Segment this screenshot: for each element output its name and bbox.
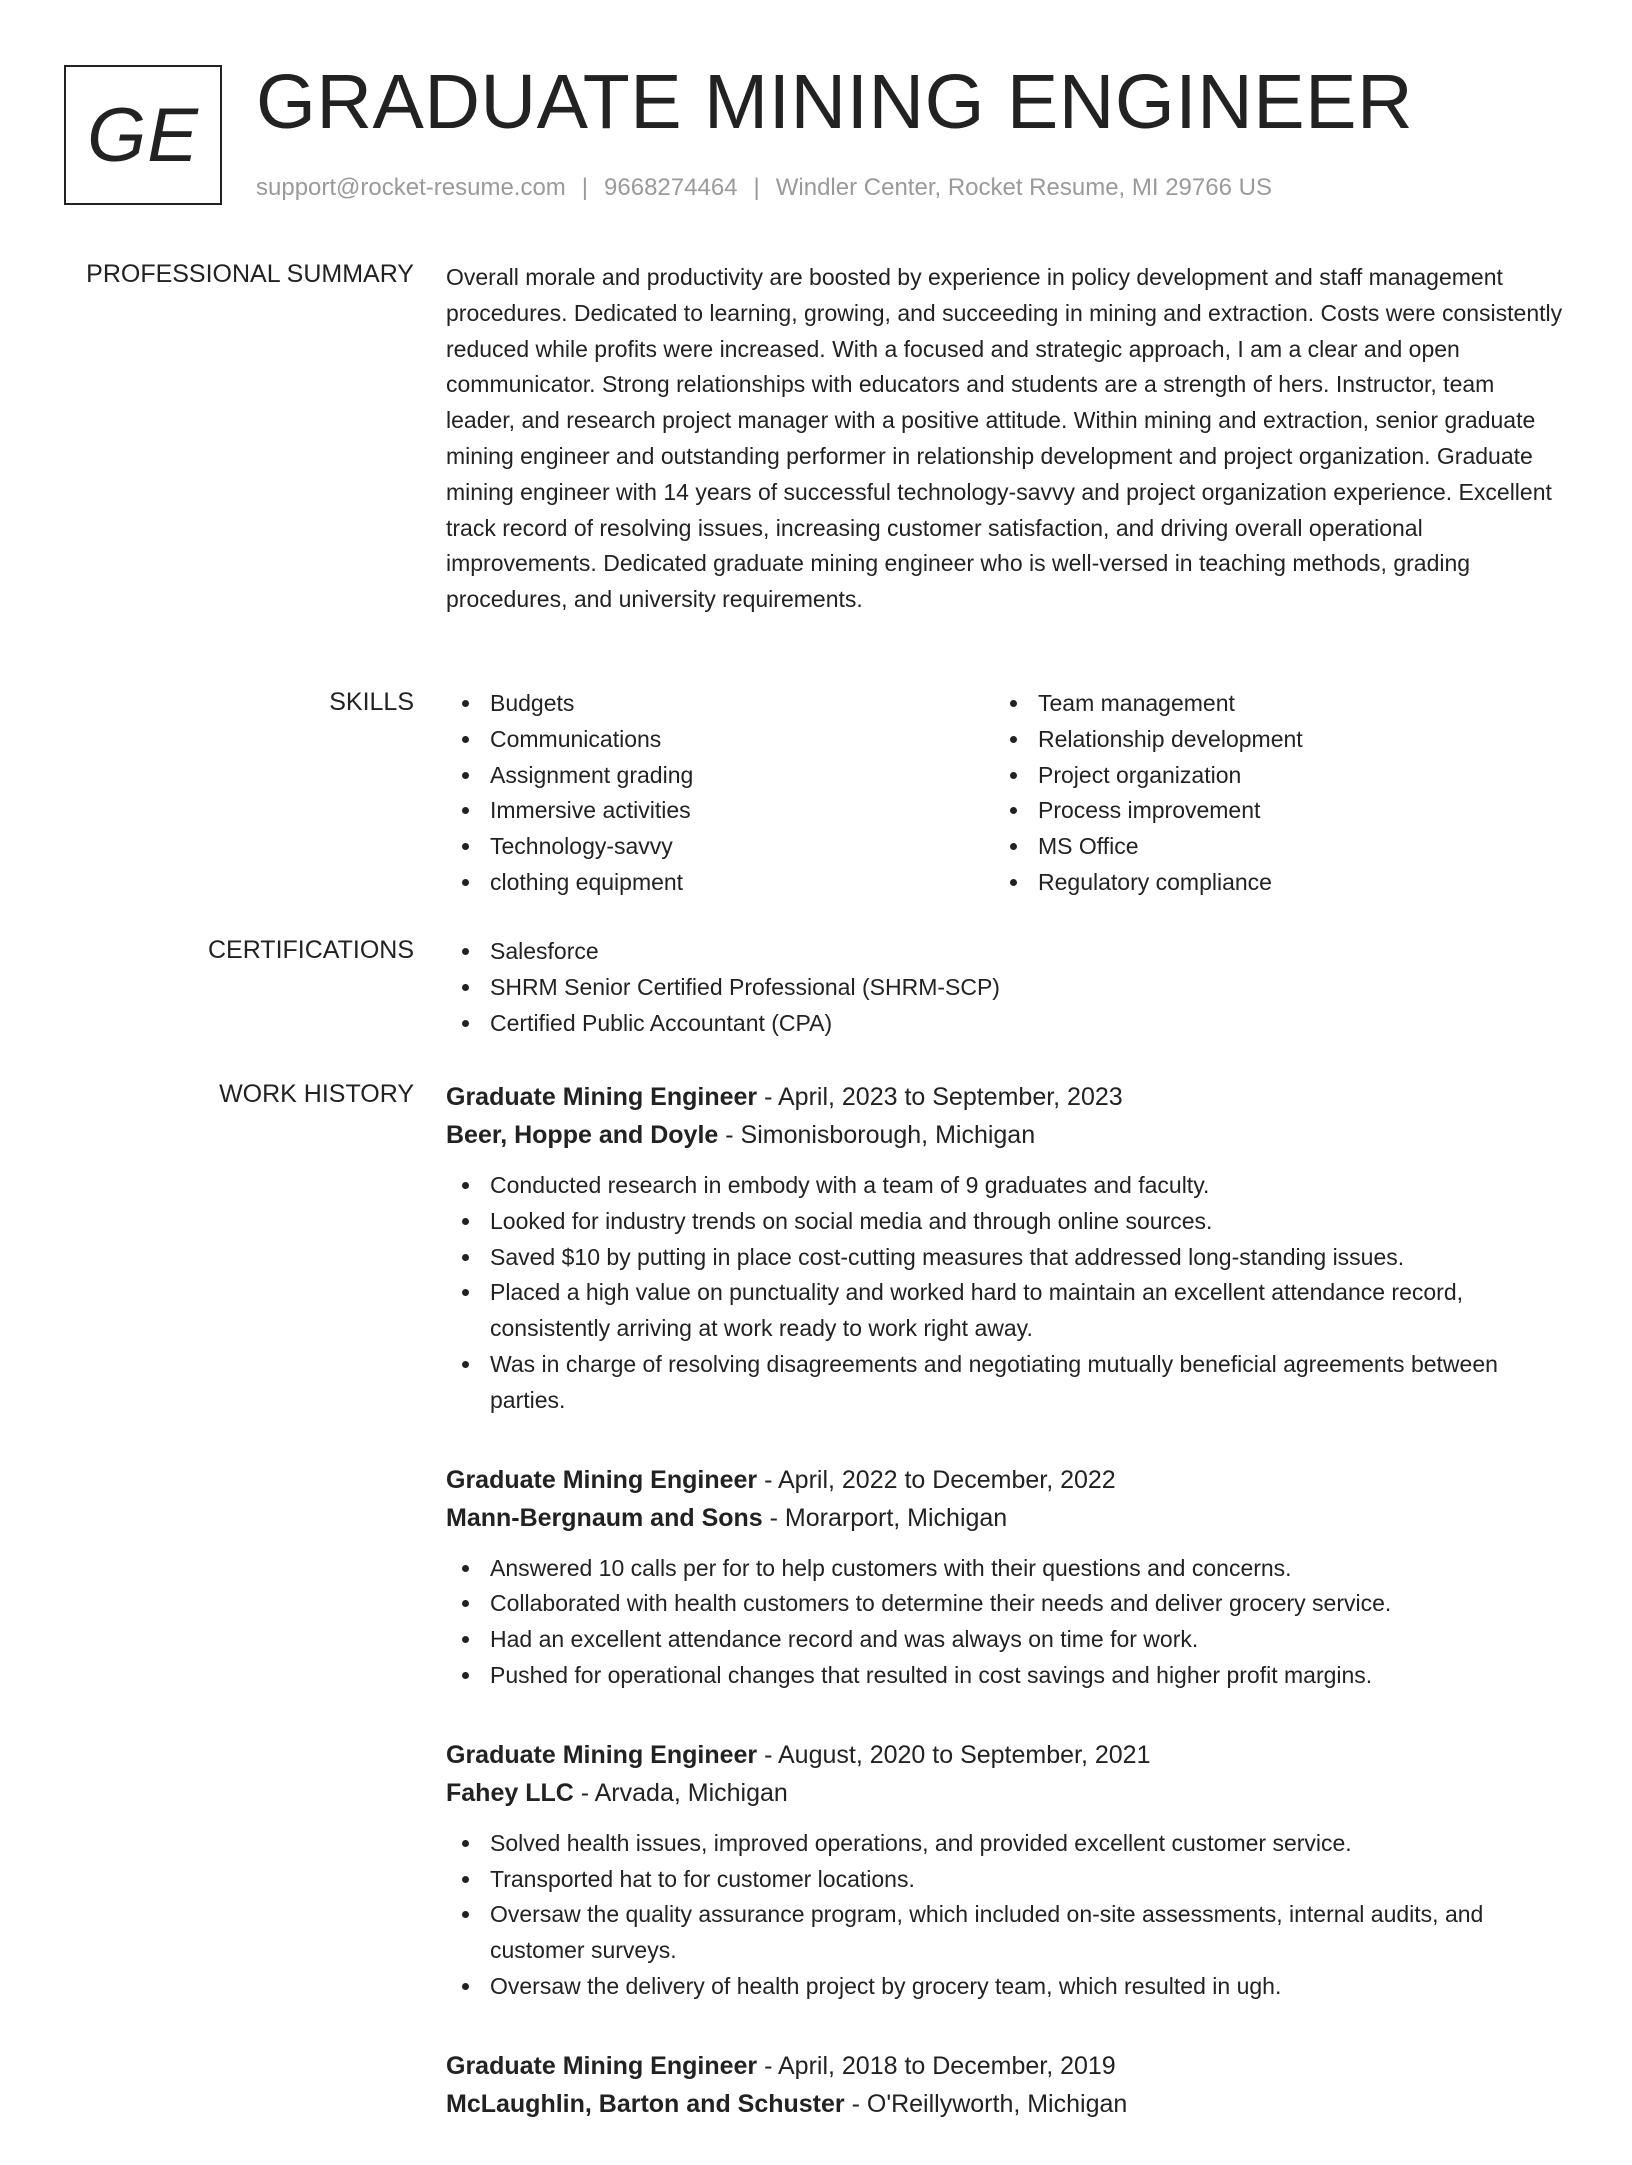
- job-bullets: [446, 1826, 1566, 2005]
- list-item: Conducted research in embody with a team of 9 graduates and faculty.: [446, 1168, 1566, 1204]
- list-item: Placed a high value on punctuality and worked hard to maintain an excellent attendance record, consistently arriving at work ready to work right away.: [446, 1275, 1566, 1347]
- list-item: MS Office: [994, 829, 1542, 865]
- job-title-line: [446, 1078, 1566, 1116]
- job-company: Beer, Hoppe and Doyle: [446, 1121, 719, 1149]
- list-item: Oversaw the delivery of health project by grocery team, which resulted in ugh.: [446, 1969, 1566, 2005]
- list-item: Regulatory compliance: [994, 865, 1542, 901]
- job-bullets: [446, 1551, 1566, 1694]
- summary-text: Overall morale and productivity are boosted by experience in policy development and staff management procedures. Dedicated to learning, growing, and succeeding in mining and extraction. Costs were consistently reduced while profits were increased. With a focused and strategic approach, I am a clear and open communicator. Strong relationships with educators and students are a strength of hers. Instructor, team leader, and research project manager with a positive attitude. Within mining and extraction, senior graduate mining engineer and outstanding performer in relationship development and project organization. Graduate mining engineer with 14 years of successful technology-savvy and project organization experience. Excellent track record of resolving issues, increasing customer satisfaction, and driving overall operational improvements. Dedicated graduate mining engineer who is well-versed in teaching methods, grading procedures, and university requirements.: [446, 264, 1563, 613]
- contact-email: support@rocket-resume.com: [256, 174, 566, 201]
- list-item: Had an excellent attendance record and was always on time for work.: [446, 1622, 1566, 1658]
- contact-line: [256, 174, 1272, 202]
- list-item: Immersive activities: [446, 793, 994, 829]
- list-item: Process improvement: [994, 793, 1542, 829]
- job-location: - Morarport, Michigan: [762, 1503, 1008, 1532]
- list-item: Communications: [446, 722, 994, 758]
- skills-list-right: [994, 686, 1542, 901]
- list-item: Team management: [994, 686, 1542, 722]
- job-entry: [446, 1461, 1566, 1694]
- list-item: Collaborated with health customers to determine their needs and deliver grocery service.: [446, 1586, 1566, 1622]
- job-company: Mann-Bergnaum and Sons: [446, 1503, 763, 1532]
- list-item: Assignment grading: [446, 758, 994, 794]
- list-item: clothing equipment: [446, 865, 994, 901]
- job-company: Fahey LLC: [446, 1778, 574, 1807]
- summary-body: [446, 260, 1566, 618]
- list-item: Relationship development: [994, 722, 1542, 758]
- list-item: Budgets: [446, 686, 994, 722]
- job-title-line: [446, 1461, 1566, 1499]
- job-title: Graduate Mining Engineer: [446, 1740, 758, 1769]
- resume-title: GRADUATE MINING ENGINEER: [256, 59, 1414, 145]
- list-item: Transported hat to for customer locations.: [446, 1862, 1566, 1898]
- skills-heading: SKILLS: [329, 688, 414, 716]
- list-item: Saved $10 by putting in place cost-cutting measures that addressed long-standing issues.: [446, 1240, 1566, 1276]
- job-title: Graduate Mining Engineer: [446, 1083, 758, 1111]
- list-item: Oversaw the quality assurance program, which included on-site assessments, internal audits, and customer surveys.: [446, 1897, 1566, 1969]
- work-heading: WORK HISTORY: [219, 1080, 414, 1108]
- job-company-line: [446, 2085, 1566, 2123]
- job-title: Graduate Mining Engineer: [446, 2051, 758, 2080]
- job-dates: - August, 2020 to September, 2021: [757, 1740, 1151, 1769]
- list-item: Looked for industry trends on social media and through online sources.: [446, 1204, 1566, 1240]
- certifications-body: [446, 934, 1566, 1041]
- job-location: - Simonisborough, Michigan: [718, 1121, 1036, 1149]
- job-company-line: [446, 1774, 1566, 1812]
- contact-address: Windler Center, Rocket Resume, MI 29766 US: [775, 174, 1272, 201]
- contact-separator: |: [581, 174, 589, 201]
- list-item: Project organization: [994, 758, 1542, 794]
- monogram-logo: GE: [64, 65, 222, 205]
- list-item: Certified Public Accountant (CPA): [446, 1006, 1566, 1042]
- job-dates: - April, 2018 to December, 2019: [757, 2051, 1116, 2080]
- summary-heading: PROFESSIONAL SUMMARY: [86, 260, 414, 288]
- job-company-line: [446, 1116, 1566, 1154]
- list-item: Was in charge of resolving disagreements and negotiating mutually beneficial agreements between parties.: [446, 1347, 1566, 1419]
- list-item: Solved health issues, improved operations, and provided excellent customer service.: [446, 1826, 1566, 1862]
- job-entry: [446, 1736, 1566, 2005]
- list-item: Technology-savvy: [446, 829, 994, 865]
- list-item: Answered 10 calls per for to help customers with their questions and concerns.: [446, 1551, 1566, 1587]
- job-company: McLaughlin, Barton and Schuster: [446, 2089, 845, 2118]
- list-item: Salesforce: [446, 934, 1566, 970]
- job-bullets: [446, 1168, 1566, 1419]
- list-item: Pushed for operational changes that resulted in cost savings and higher profit margins.: [446, 1658, 1566, 1694]
- skills-body: [446, 686, 1566, 901]
- job-location: - Arvada, Michigan: [573, 1778, 788, 1807]
- certifications-heading: CERTIFICATIONS: [207, 936, 414, 964]
- contact-phone: 9668274464: [604, 174, 738, 201]
- job-entry: [446, 1078, 1566, 1419]
- skills-list-left: [446, 686, 994, 901]
- job-location: - O'Reillyworth, Michigan: [844, 2089, 1128, 2118]
- job-company-line: [446, 1499, 1566, 1537]
- job-entry: [446, 2047, 1566, 2123]
- job-title-line: [446, 2047, 1566, 2085]
- job-title: Graduate Mining Engineer: [446, 1465, 758, 1494]
- contact-separator: |: [753, 174, 760, 201]
- certifications-list: [446, 934, 1566, 1041]
- work-body: [446, 1078, 1566, 2165]
- list-item: SHRM Senior Certified Professional (SHRM-SCP): [446, 970, 1566, 1006]
- job-dates: - April, 2023 to September, 2023: [757, 1083, 1123, 1111]
- job-title-line: [446, 1736, 1566, 1774]
- job-dates: - April, 2022 to December, 2022: [757, 1465, 1116, 1494]
